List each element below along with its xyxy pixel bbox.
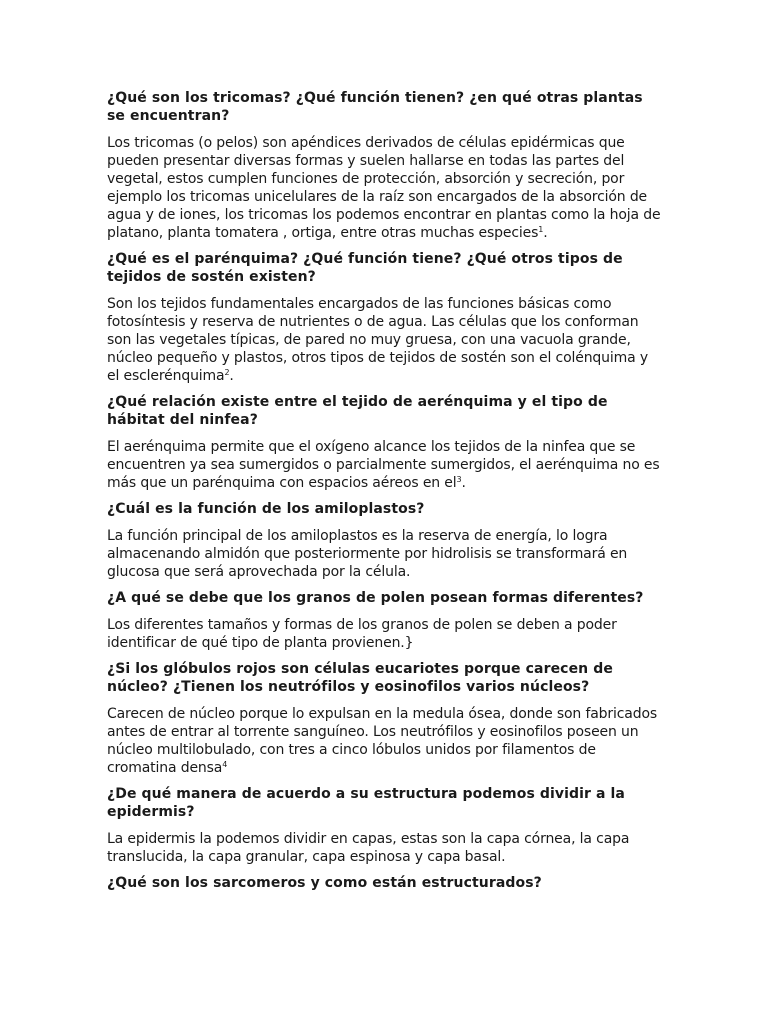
answer-text: La epidermis la podemos dividir en capas, estas son la capa córnea, la capa translucida, la capa granular, capa espinosa y capa basal.	[107, 831, 630, 865]
footnote-ref: 1	[538, 225, 544, 234]
answer-paragraph	[107, 295, 663, 385]
question-heading: ¿Qué relación existe entre el tejido de aerénquima y el tipo de hábitat del ninfea?	[107, 394, 608, 428]
answer-paragraph	[107, 134, 663, 242]
answer-text: Son los tejidos fundamentales encargados de las funciones básicas como fotosíntesis y reserva de nutrientes o de agua. Las células que los conforman son las vegetales típicas, de pared no muy gruesa, con una vacuola grande, núcleo pequeño y plastos, otros tipos de tejidos de sostén son el colénquima y el esclerénquima	[107, 296, 648, 384]
footnote-ref: 2	[224, 368, 230, 377]
answer-tail: .	[461, 475, 466, 491]
answer-paragraph	[107, 616, 663, 652]
answer-paragraph	[107, 830, 663, 866]
question-heading: ¿Cuál es la función de los amiloplastos?	[107, 501, 425, 517]
answer-paragraph	[107, 705, 663, 777]
answer-text: Los tricomas (o pelos) son apéndices derivados de células epidérmicas que pueden presentar diversas formas y suelen hallarse en todas las partes del vegetal, estos cumplen funciones de protección, absorción y secreción, por ejemplo los tricomas unicelulares de la raíz son encargados de la absorción de agua y de iones, los tricomas los podemos encontrar en plantas como la hoja de platano, planta tomatera , ortiga, entre otras muchas especies	[107, 135, 661, 241]
question-heading: ¿Si los glóbulos rojos son células eucariotes porque carecen de núcleo? ¿Tienen los neutrófilos y eosinofilos varios núcleos?	[107, 661, 613, 695]
question-heading: ¿Qué son los sarcomeros y como están estructurados?	[107, 875, 542, 891]
question-heading: ¿Qué son los tricomas? ¿Qué función tienen? ¿en qué otras plantas se encuentran?	[107, 90, 643, 124]
answer-tail: .	[229, 368, 234, 384]
question-heading: ¿De qué manera de acuerdo a su estructura podemos dividir a la epidermis?	[107, 786, 625, 820]
answer-paragraph	[107, 438, 663, 492]
answer-text: La función principal de los amiloplastos es la reserva de energía, lo logra almacenando almidón que posteriormente por hidrolisis se transformará en glucosa que será aprovechada por la célula.	[107, 528, 628, 580]
question-heading: ¿Qué es el parénquima? ¿Qué función tiene? ¿Qué otros tipos de tejidos de sostén existen?	[107, 251, 623, 285]
answer-text: Los diferentes tamaños y formas de los granos de polen se deben a poder identificar de qué tipo de planta provienen.}	[107, 617, 617, 651]
footnote-ref: 3	[456, 475, 462, 484]
document-page	[107, 89, 663, 901]
answer-tail: .	[543, 225, 548, 241]
answer-text: Carecen de núcleo porque lo expulsan en la medula ósea, donde son fabricados antes de entrar al torrente sanguíneo. Los neutrófilos y eosinofilos poseen un núcleo multilobulado, con tres a cinco lóbulos unidos por filamentos de cromatina densa	[107, 706, 658, 776]
answer-text: El aerénquima permite que el oxígeno alcance los tejidos de la ninfea que se encuentren ya sea sumergidos o parcialmente sumergidos, el aerénquima no es más que un parénquima con espacios aéreos en el	[107, 439, 660, 491]
question-heading: ¿A qué se debe que los granos de polen posean formas diferentes?	[107, 590, 644, 606]
answer-paragraph	[107, 527, 663, 581]
footnote-ref: 4	[222, 760, 228, 769]
